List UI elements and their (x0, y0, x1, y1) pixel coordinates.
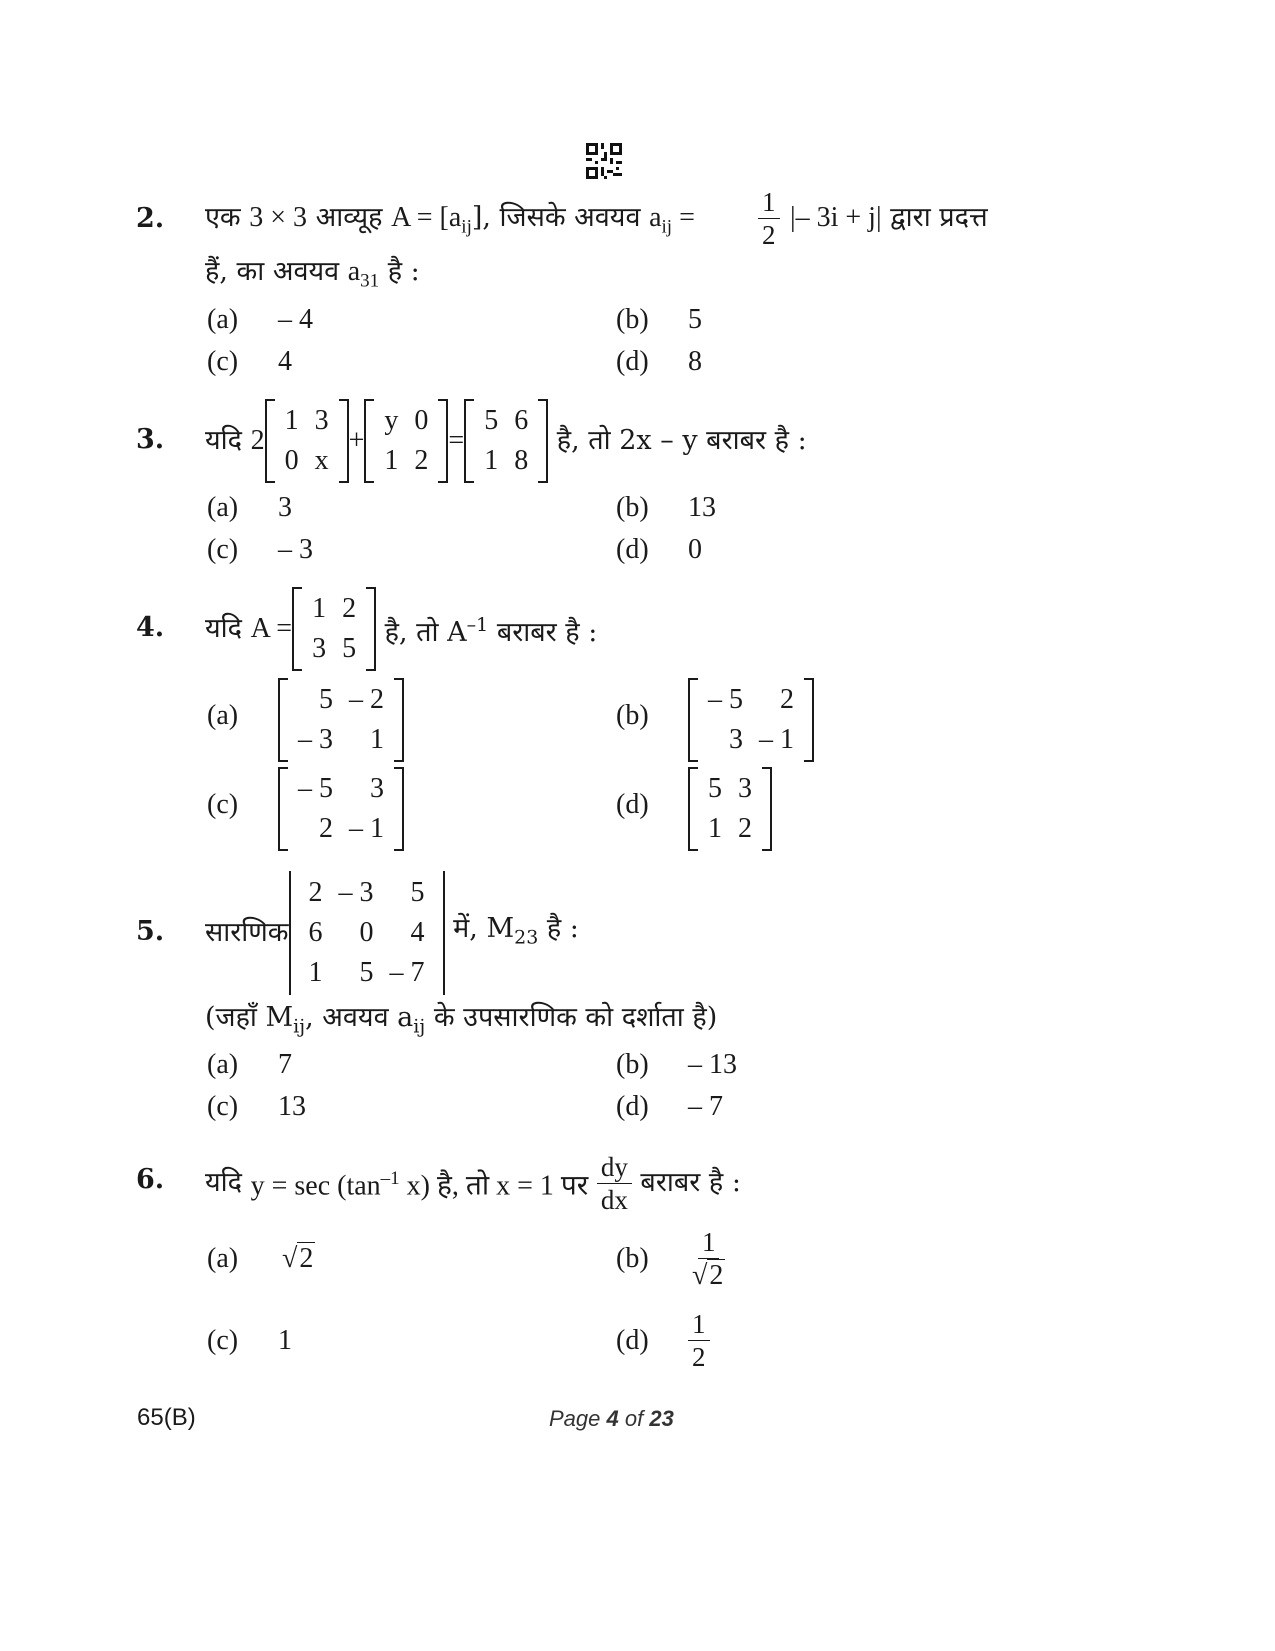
question-4-stem (205, 588, 597, 670)
option-matrix[interactable]: – 5 3 2 – 1 (278, 767, 404, 851)
question-number: 5. (136, 916, 165, 947)
option-value[interactable]: 8 (688, 346, 702, 377)
option-value[interactable]: – 4 (278, 304, 313, 335)
option-value[interactable]: 7 (278, 1049, 292, 1080)
text: है, तो $A^{-1}$ बराबर है : (384, 614, 598, 648)
text: ], जिसके अवयव (471, 202, 641, 233)
option-value[interactable]: 5 (688, 304, 702, 335)
question-2-line-2 (205, 255, 420, 299)
question-2-line-1-tail (790, 201, 988, 235)
math: = (448, 425, 465, 456)
math: |– 3i + j| (790, 202, 882, 233)
option-label[interactable]: (d) (616, 789, 649, 820)
question-number: 2. (136, 203, 165, 234)
option-label[interactable]: (a) (207, 304, 239, 335)
math: + (348, 425, 365, 456)
matrix: y 0 1 2 (364, 399, 448, 483)
option-value[interactable]: √2 (282, 1243, 314, 1274)
text: है : (387, 256, 420, 287)
option-label[interactable]: (d) (616, 346, 649, 377)
option-label[interactable]: (a) (207, 1049, 239, 1080)
option-value[interactable]: 4 (278, 346, 292, 377)
question-5-stem (205, 870, 579, 996)
option-value[interactable]: 1 (278, 1325, 292, 1356)
option-label[interactable]: (b) (616, 700, 649, 731)
question-number: 4. (136, 612, 165, 643)
math: $A = [a_{ij}$ (391, 202, 472, 238)
question-number: 3. (136, 424, 165, 455)
option-label[interactable]: (b) (616, 304, 649, 335)
determinant: 2 – 3 5 6 0 4 1 5 – 7 (289, 871, 445, 995)
option-label[interactable]: (a) (207, 700, 239, 731)
option-value[interactable]: – 7 (688, 1091, 723, 1122)
option-value[interactable]: $\frac{1}{√2}$ (692, 1227, 724, 1291)
text: यदि (205, 425, 242, 456)
option-label[interactable]: (a) (207, 1243, 239, 1274)
derivative-fraction: $\frac{dy}{dx}$ (597, 1151, 632, 1216)
matrix: 1 3 0 x (265, 399, 349, 483)
matrix: 5 6 1 8 (464, 399, 548, 483)
option-matrix[interactable]: 5 3 1 2 (688, 767, 772, 851)
paper-code: 65(B) (137, 1404, 196, 1431)
option-label[interactable]: (d) (616, 1091, 649, 1122)
option-label[interactable]: (b) (616, 492, 649, 523)
text: आव्यूह (315, 202, 383, 233)
option-value[interactable]: – 3 (278, 534, 313, 565)
text: हैं, का अवयव (205, 256, 340, 287)
text: बराबर है : (640, 1167, 741, 1198)
option-value[interactable]: 0 (688, 534, 702, 565)
matrix: 1 2 3 5 (292, 587, 376, 671)
option-value[interactable]: $\frac{1}{2}$ (688, 1308, 710, 1373)
page-indicator: Page 4 of 23 (549, 1406, 674, 1431)
option-value[interactable]: 3 (278, 492, 292, 523)
math: $y = \sec (\tan^{-1}$ x) है, तो x = 1 पर (250, 1168, 589, 1202)
text: यदि (205, 1167, 242, 1198)
question-6-stem (205, 1148, 741, 1218)
option-label[interactable]: (c) (207, 1325, 239, 1356)
text: सारणिक (205, 917, 289, 948)
text: में, $M_{23}$ है : (453, 912, 579, 949)
option-label[interactable]: (c) (207, 1091, 239, 1122)
math: A = (250, 613, 293, 644)
question-2-line-1 (205, 201, 695, 245)
question-number: 6. (136, 1164, 165, 1195)
math: $a_{31}$ (347, 256, 380, 292)
option-value[interactable]: – 13 (688, 1049, 737, 1080)
math: $a_{ij}$ = (649, 202, 695, 238)
option-value[interactable]: 13 (278, 1091, 306, 1122)
text: यदि (205, 613, 242, 644)
text: द्वारा प्रदत्त (890, 202, 988, 233)
option-label[interactable]: (b) (616, 1049, 649, 1080)
qr-code-icon (586, 143, 622, 179)
option-value[interactable]: 13 (688, 492, 716, 523)
option-label[interactable]: (c) (207, 346, 239, 377)
question-5-note: (जहाँ $M_{ij}$, अवयव $a_{ij}$ के उपसारणिक को दर्शाता है) (205, 1002, 718, 1038)
fraction: $\frac{1}{2}$ (758, 186, 780, 251)
math: 2 (250, 425, 265, 456)
option-label[interactable]: (c) (207, 534, 239, 565)
option-matrix[interactable]: 5 – 2 – 3 1 (278, 678, 404, 762)
question-3-stem (205, 400, 807, 482)
option-label[interactable]: (d) (616, 1325, 649, 1356)
option-matrix[interactable]: – 5 2 3 – 1 (688, 678, 814, 762)
option-label[interactable]: (b) (616, 1243, 649, 1274)
option-label[interactable]: (d) (616, 534, 649, 565)
option-label[interactable]: (a) (207, 492, 239, 523)
option-label[interactable]: (c) (207, 789, 239, 820)
text: एक (205, 202, 241, 233)
text: है, तो 2x – y बराबर है : (556, 425, 807, 456)
math: 3 × 3 (249, 202, 308, 233)
